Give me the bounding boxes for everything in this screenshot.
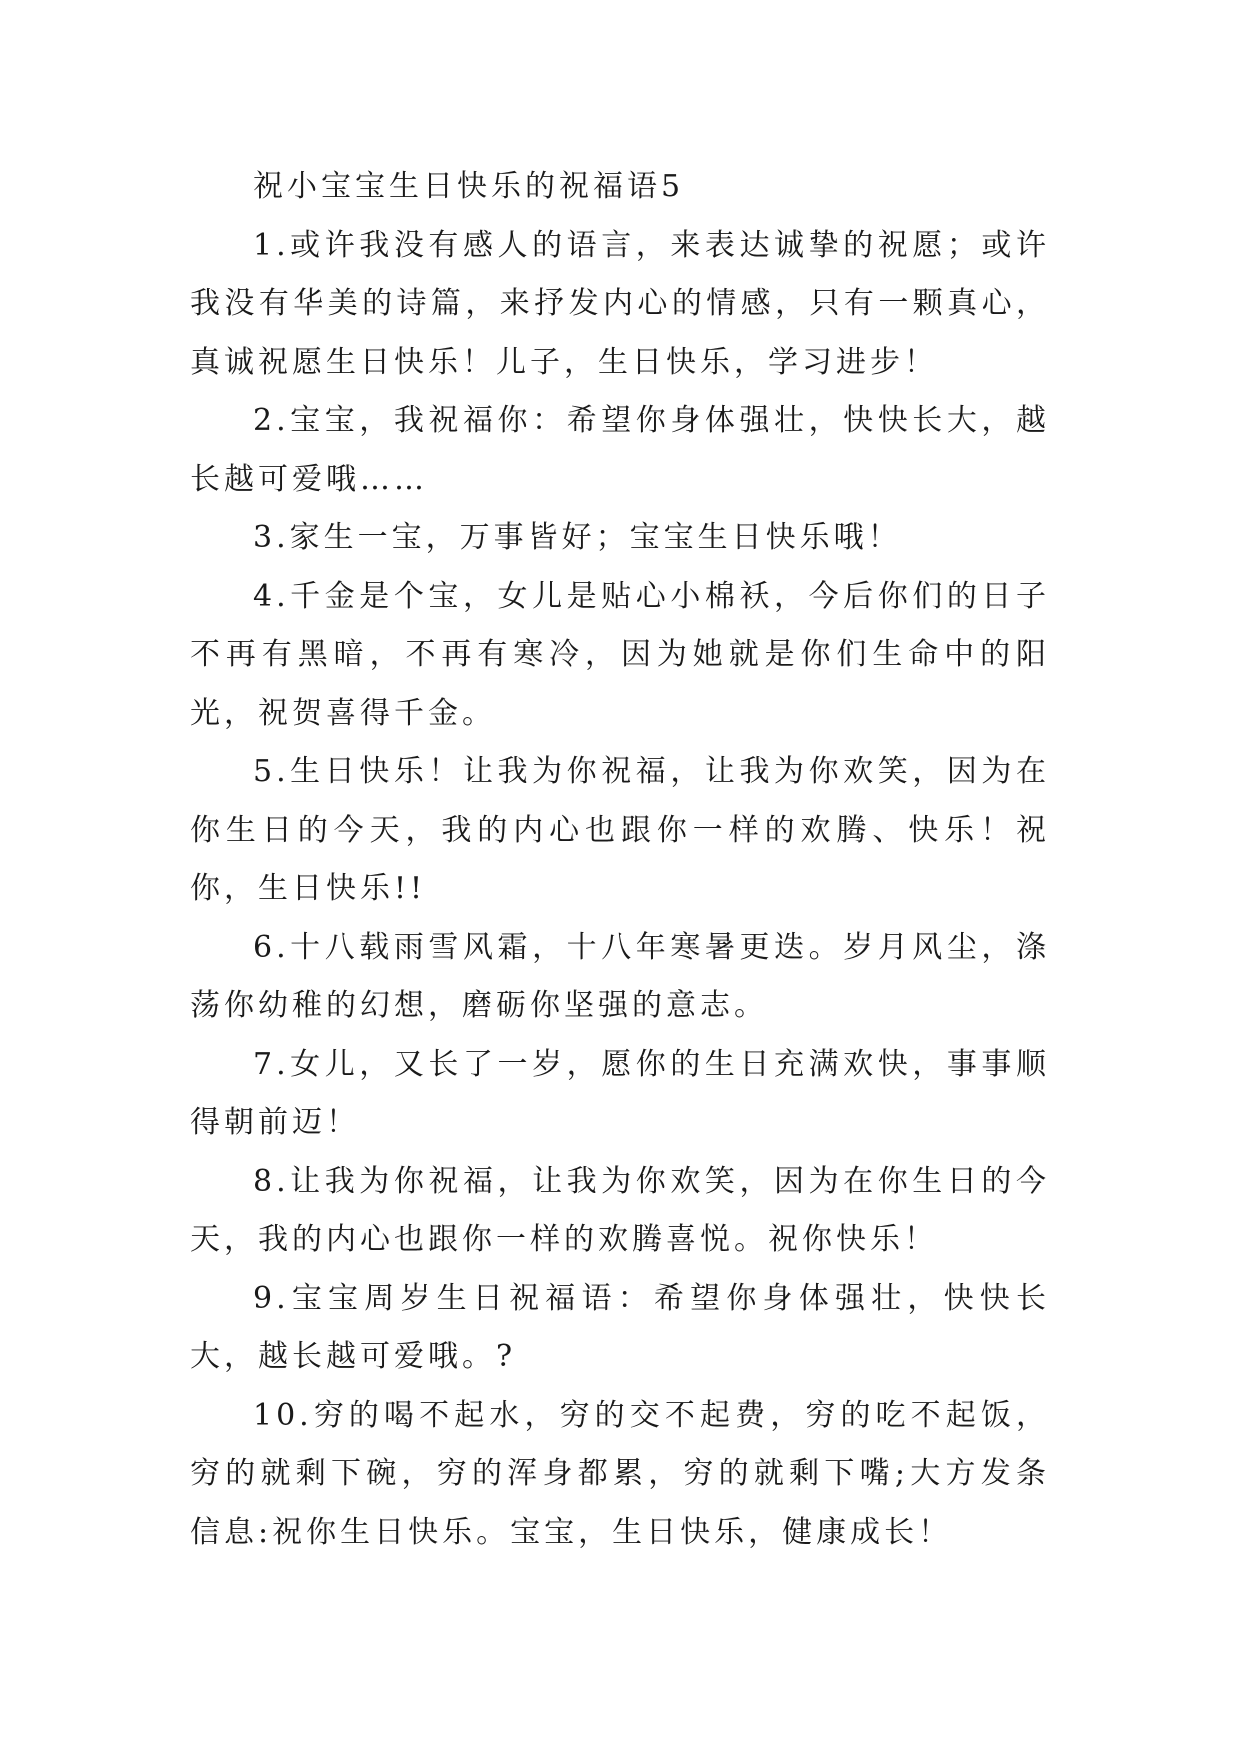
paragraph-9: 9.宝宝周岁生日祝福语：希望你身体强壮，快快长大，越长越可爱哦。? — [190, 1280, 1050, 1374]
document-body — [190, 158, 1050, 1562]
section-heading: 祝小宝宝生日快乐的祝福语5 — [253, 169, 685, 204]
paragraph-5: 5.生日快乐！让我为你祝福，让我为你欢笑，因为在你生日的今天，我的内心也跟你一样的欢腾、快乐！祝你，生日快乐!! — [190, 754, 1050, 906]
paragraph-6: 6.十八载雨雪风霜，十八年寒暑更迭。岁月风尘，涤荡你幼稚的幻想，磨砺你坚强的意志。 — [190, 929, 1050, 1023]
paragraph-7: 7.女儿，又长了一岁，愿你的生日充满欢快，事事顺得朝前迈！ — [190, 1046, 1050, 1140]
paragraph-1: 1.或许我没有感人的语言，来表达诚挚的祝愿；或许我没有华美的诗篇，来抒发内心的情感，只有一颗真心，真诚祝愿生日快乐！儿子，生日快乐，学习进步！ — [190, 227, 1050, 380]
paragraph-8: 8.让我为你祝福，让我为你欢笑，因为在你生日的今天，我的内心也跟你一样的欢腾喜悦。祝你快乐！ — [190, 1163, 1050, 1257]
paragraph-4: 4.千金是个宝，女儿是贴心小棉袄，今后你们的日子不再有黑暗，不再有寒冷，因为她就是你们生命中的阳光，祝贺喜得千金。 — [190, 578, 1050, 731]
paragraph-2: 2.宝宝，我祝福你：希望你身体强壮，快快长大，越长越可爱哦…… — [190, 403, 1050, 497]
paragraph-3: 3.家生一宝，万事皆好；宝宝生日快乐哦！ — [253, 520, 902, 555]
paragraph-10: 10.穷的喝不起水，穷的交不起费，穷的吃不起饭，穷的就剩下碗，穷的浑身都累，穷的就剩下嘴;大方发条信息:祝你生日快乐。宝宝，生日快乐，健康成长！ — [190, 1397, 1050, 1550]
